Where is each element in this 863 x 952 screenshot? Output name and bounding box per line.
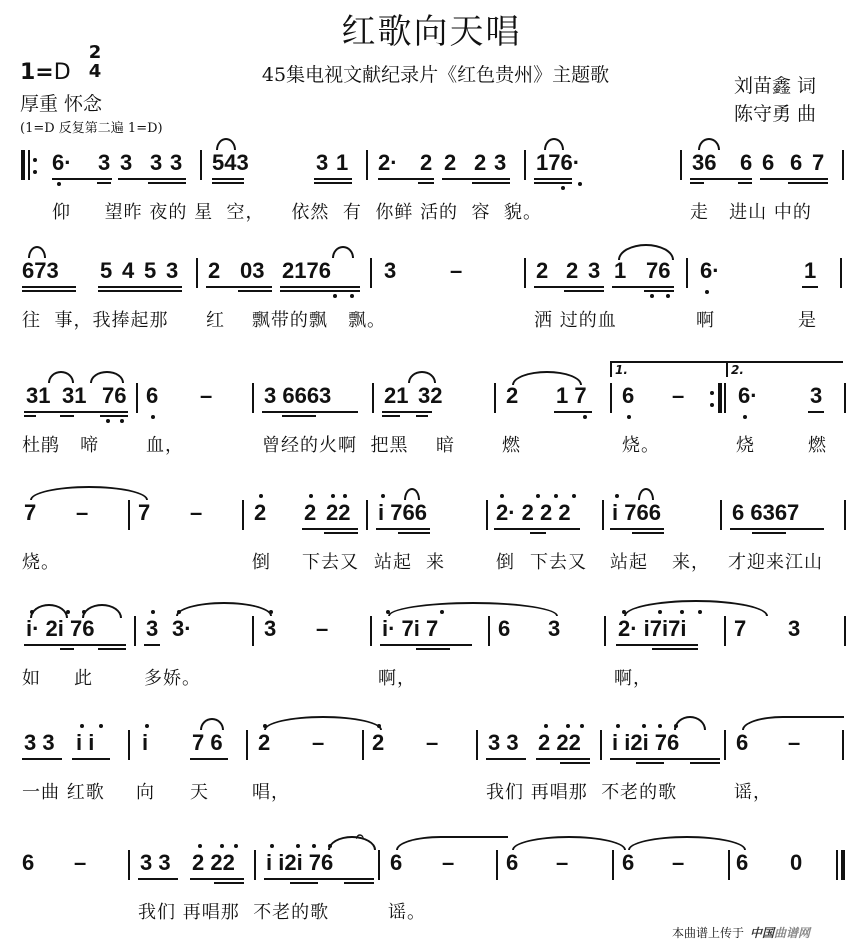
- lyricist: 刘苗鑫 词: [734, 75, 817, 97]
- credits: [734, 72, 816, 128]
- score-row-1: 6· 3 3 3 3 543 3 1 2· 2 2 2 3 176· 36 6 6 6 7 仰 望昨 夜的 星 空， 依然 有 你鲜 活的 容 貌。 走 进山 中的: [0, 142, 863, 252]
- footer-watermark: 本曲谱上传于 中国曲谱网: [672, 926, 811, 940]
- composer: 陈守勇 曲: [734, 103, 817, 125]
- song-subtitle: 45集电视文献纪录片《红色贵州》主题歌: [261, 64, 610, 86]
- site-logo: 中国: [750, 926, 775, 940]
- repeat-note: (1=D 反复第二遍 1=D): [20, 121, 163, 136]
- tempo-mood: 厚重 怀念: [20, 93, 103, 115]
- lyrics-line: 仰 望昨 夜的 星 空， 依然 有 你鲜 活的 容 貌。: [52, 202, 542, 223]
- key-signature: 1=D: [20, 60, 71, 85]
- score-row-6: 3 3 i i i 7 6 2 – 2 – 3 3 2 22 i i2i 76 6 – 一曲 红歌 向 天 唱， 我们 再唱那 不老的歌 谣，: [0, 722, 863, 832]
- score-row-7: 6 – 3 3 2 22 i i2i 76 𝄐 6 – 6 – 6 – 6 0 我们 再唱那 不老的歌 谣。: [0, 842, 863, 952]
- volta-2: 2.: [726, 361, 843, 377]
- volta-1: 1.: [610, 361, 731, 377]
- score-row-5: i· 2i 76 3 3· 3 – i· 7i 7 6 3 2· i7i7i 7 3 如 此 多娇。 啊， 啊，: [0, 608, 863, 718]
- song-title: 红歌向天唱: [341, 12, 522, 52]
- time-signature: 2 4: [88, 42, 102, 82]
- score-row-2: 673 5 4 5 3 2 03 2176 3 – 2 2 3 1 76 6· 1 往 事，我捧起那 红 飘带的飘 飘。 洒 过的血 啊 是: [0, 250, 863, 360]
- score-row-3: 31 31 76 6 – 3 6663 21 32 2 1 7 1. 2. 6 – 6· 3 杜鹃 啼 血， 曾经的火啊 把黑 暗 燃 烧。 烧 燃: [0, 375, 863, 485]
- score-row-4: 7 – 7 – 2 2 22 i 766 2· 2 2 2 i 766 6 6367 烧。 倒 下去又 站起 来 倒 下去又 站起 来， 才迎来江山: [0, 492, 863, 602]
